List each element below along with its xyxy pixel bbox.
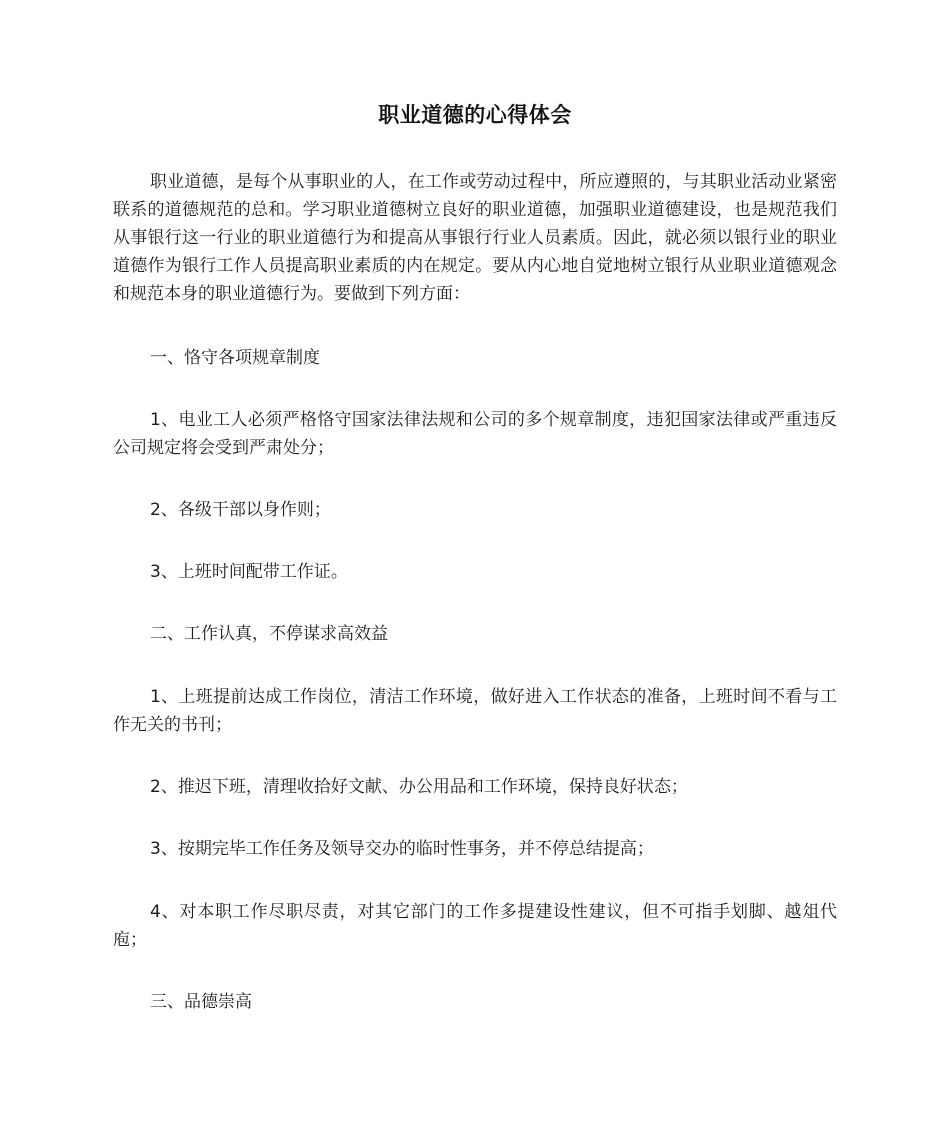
section-heading-2: 二、工作认真，不停谋求高效益 — [150, 624, 388, 644]
section-1-item-3: 3、上班时间配带工作证。 — [150, 562, 348, 582]
section-2-item-3: 3、按期完毕工作任务及领导交办的临时性事务，并不停总结提高； — [150, 839, 654, 859]
section-1-item-2: 2、各级干部以身作则； — [150, 500, 331, 520]
section-1-item-1: 1、电业工人必须严格恪守国家法律法规和公司的多个规章制度，违犯国家法律或严重违反公司规定将会受到严肃处分； — [113, 410, 837, 458]
section-2-item-4: 4、对本职工作尽职尽责，对其它部门的工作多提建设性建议，但不可指手划脚、越俎代庖； — [113, 902, 837, 950]
section-heading-1: 一、恪守各项规章制度 — [150, 348, 320, 368]
section-2-item-1: 1、上班提前达成工作岗位，清洁工作环境，做好进入工作状态的准备，上班时间不看与工作无关的书刊； — [113, 687, 837, 735]
section-heading-3: 三、品德崇高 — [150, 992, 252, 1012]
section-2-item-2: 2、推迟下班，清理收拾好文献、办公用品和工作环境，保持良好状态； — [150, 777, 688, 797]
intro-paragraph: 职业道德，是每个从事职业的人，在工作或劳动过程中，所应遵照的，与其职业活动业紧密联系的道德规范的总和。学习职业道德树立良好的职业道德，加强职业道德建设，也是规范我们从事银行这一行业的职业道德行为和提高从事银行行业人员素质。因此，就必须以银行业的职业道德作为银行工作人员提高职业素质的内在规定。要从内心地自觉地树立银行从业职业道德观念和规范本身的职业道德行为。要做到下列方面： — [113, 172, 837, 304]
document-title: 职业道德的心得体会 — [378, 103, 572, 127]
